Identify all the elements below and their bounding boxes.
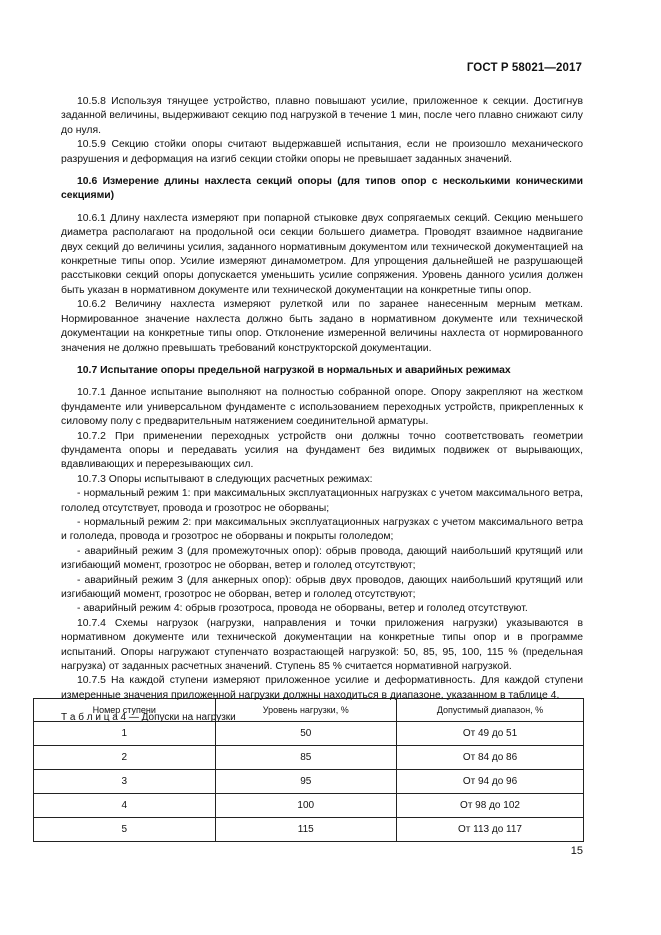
page-number: 15 [570,845,583,857]
table-cell: От 94 до 96 [397,770,584,794]
table-cell: От 113 до 117 [397,818,584,842]
table-cell: 2 [34,746,216,770]
paragraph-10-6-2: 10.6.2 Величину нахлеста измеряют рулеткой или по заранее нанесенным мерным меткам. Нормированное значение нахлеста должно быть задано в нормативном документе или технической документации на конкретные типы опор. Отклонение измеренной величины нахлеста от нормированного значения не должно превышать требований конструкторской документации. [61,299,583,354]
paragraph-10-7-5: 10.7.5 На каждой ступени измеряют приложенное усилие и деформативность. Для каждой ступени измеренные значения приложенной нагрузки должны находиться в диапазоне, указанном в таблице 4. [61,675,583,701]
paragraph-10-5-8: 10.5.8 Используя тянущее устройство, плавно повышают усилие, приложенное к секции. Достигнув заданной величины, выдерживают секцию под нагрузкой в течение 1 мин, после чего плавно снижают силу до нуля. [61,96,583,136]
table-cell: 85 [215,746,397,770]
table-header-row [34,699,584,722]
table-row [34,746,584,770]
paragraph-10-6-1: 10.6.1 Длину нахлеста измеряют при попарной стыковке двух сопрягаемых секций. Секцию меньшего диаметра располагают на продольной оси секции большего диаметра. Проводят взаимное надвигание двух секций до величины усилия, заданного нормативным документом или технической документацией на конкретные типы опор. Усилие измеряют динамометром. Для упрощения дальнейшей не разрушающей расстыковки секций опоры допускается уменьшить усилие сопряжения. Уровень данного усилия должен быть указан в нормативном документе или технической документации на конкретные типы опор. [61,212,583,296]
column-header: Допустимый диапазон, % [397,699,584,722]
table-cell: 100 [215,794,397,818]
table-row [34,722,584,746]
table-row [34,818,584,842]
table-cell: От 84 до 86 [397,746,584,770]
table-cell: 5 [34,818,216,842]
paragraph-10-5-9: 10.5.9 Секцию стойки опоры считают выдержавшей испытания, если не произошло механического разрушения и деформация на изгиб секции стойки опоры не превышает заданных значений. [61,139,583,165]
list-item-mode-3-anchor: - аварийный режим 3 (для анкерных опор): обрыв двух проводов, дающих наибольший крутящий или изгибающий момент, грозотрос не оборван, ветер и гололед отсутствуют; [61,574,583,600]
paragraph-10-7-2: 10.7.2 При применении переходных устройств они должны точно соответствовать геометрии фундамента опоры и передавать усилия на фундамент без видимых подвижек от вырывающих, вдавливающих и перерезывающих сил. [61,430,583,471]
list-item-mode-2: - нормальный режим 2: при максимальных эксплуатационных нагрузках с учетом максимального ветра и гололеда, провода и грозотрос не оборваны и покрыты гололедом; [61,516,583,543]
column-header: Номер ступени [34,699,216,722]
table-row [34,794,584,818]
list-item-mode-1: - нормальный режим 1: при максимальных эксплуатационных нагрузках с учетом максимального ветра, гололед отсутствует, провода и грозотрос не оборваны; [61,488,583,514]
table-cell: 4 [34,794,216,818]
document-body [61,95,583,726]
document-code: ГОСТ Р 58021—2017 [466,62,582,74]
column-header: Уровень нагрузки, % [215,699,397,722]
table-caption: Т а б л и ц а 4 — Допуски на нагрузки [61,712,236,724]
table-cell: 95 [215,770,397,794]
table-cell: 1 [34,722,216,746]
paragraph-10-7-4: 10.7.4 Схемы нагрузок (нагрузки, направления и точки приложения нагрузки) указываются в нормативном документе или технической документации на конкретные типы опор и в программе испытаний. Опоры нагружают ступенчато возрастающей нагрузкой: 50, 85, 95, 100, 115 % (предельная нагрузка) от заданных расчетных значений. Ступень 85 % считается нормативной нагрузкой. [61,617,583,673]
section-heading-10-7: 10.7 Испытание опоры предельной нагрузкой в нормальных и аварийных режимах [77,364,511,376]
table-cell: От 49 до 51 [397,722,584,746]
table-row [34,770,584,794]
section-heading-10-6: 10.6 Измерение длины нахлеста секций опоры (для типов опор с несколькими коническими секциями) [61,176,583,202]
load-tolerance-table [33,698,584,842]
paragraph-10-7-3: 10.7.3 Опоры испытывают в следующих расчетных режимах: [77,473,373,485]
table-cell: От 98 до 102 [397,794,584,818]
paragraph-10-7-1: 10.7.1 Данное испытание выполняют на полностью собранной опоре. Опору закрепляют на жестком фундаменте или универсальном фундаменте с использованием переходных устройств, прикрепленных к силовому полу с предварительным натяжением соединительной арматуры. [61,387,583,428]
list-item-mode-4: - аварийный режим 4: обрыв грозотроса, провода не оборваны, ветер и гололед отсутствуют. [77,603,528,615]
table-cell: 50 [215,722,397,746]
table-cell: 3 [34,770,216,794]
list-item-mode-3-intermediate: - аварийный режим 3 (для промежуточных опор): обрыв провода, дающий наибольший крутящий или изгибающий момент, грозотрос не оборван, ветер и гололед отсутствуют; [61,545,583,572]
table-cell: 115 [215,818,397,842]
